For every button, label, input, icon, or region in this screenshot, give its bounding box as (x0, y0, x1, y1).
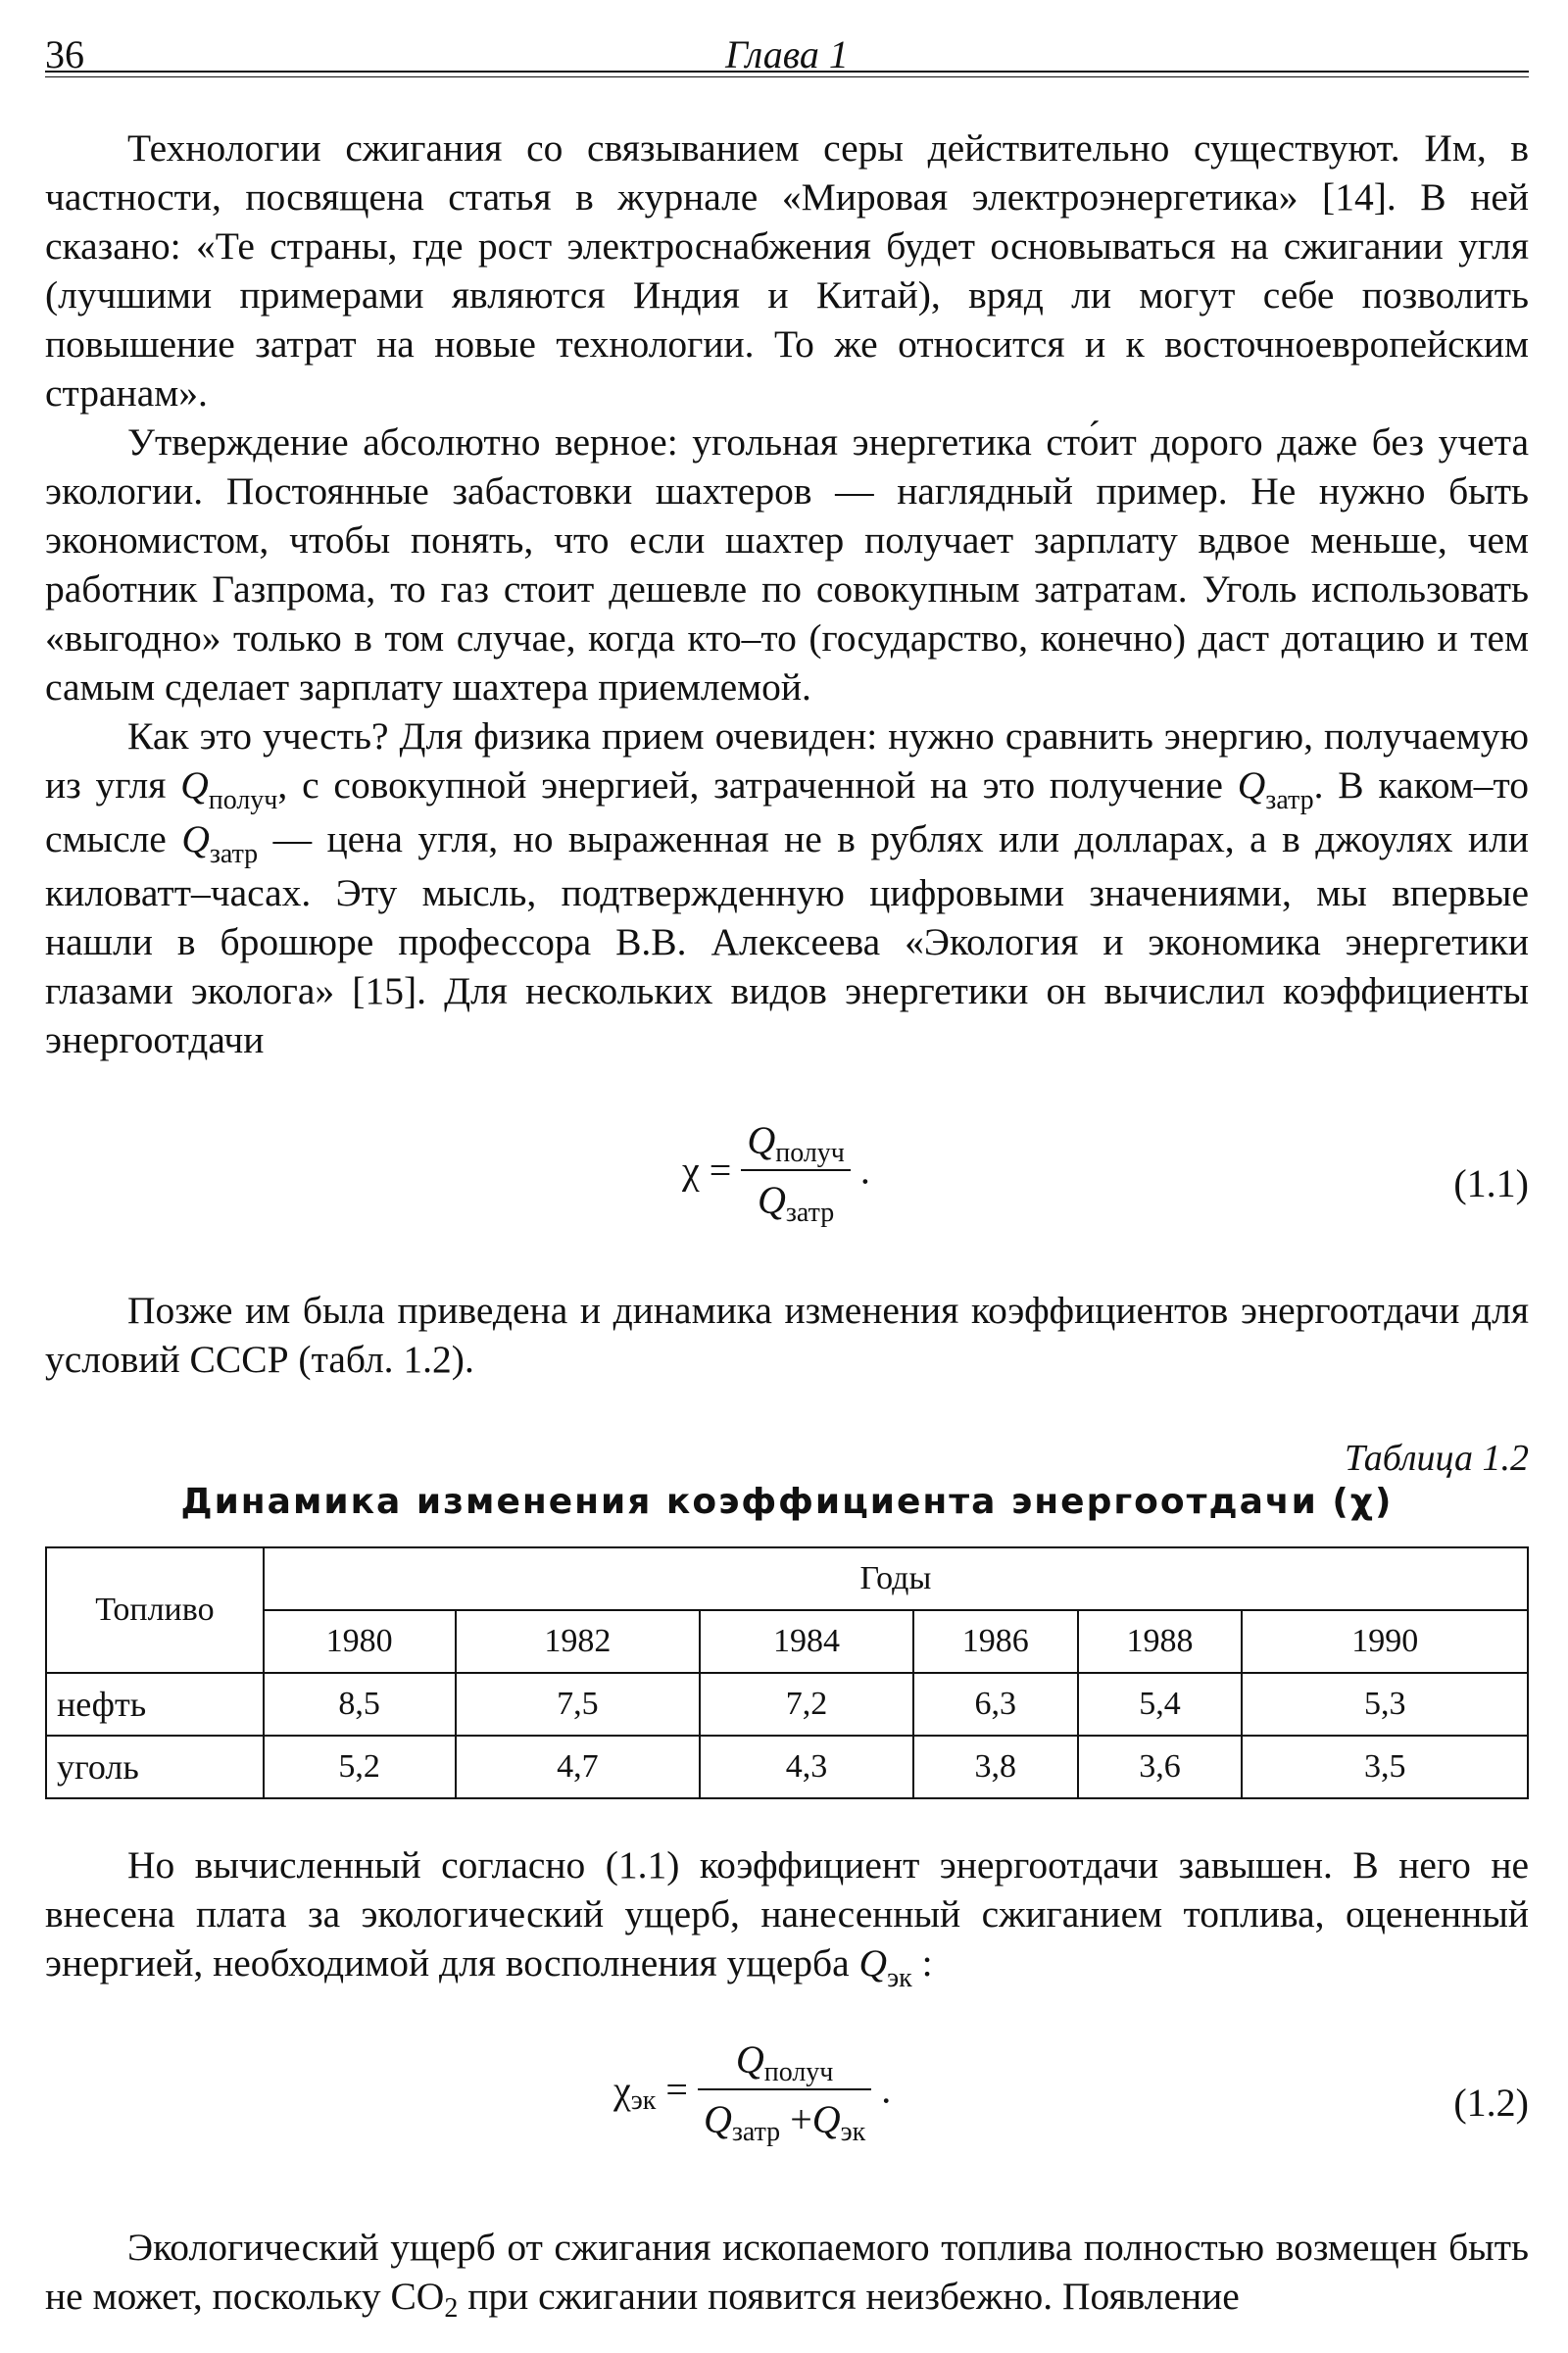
value-cell: 3,8 (913, 1736, 1078, 1798)
header-rule (45, 71, 1529, 73)
value-cell: 3,6 (1078, 1736, 1243, 1798)
table-row (46, 1673, 1528, 1736)
equation-1-2: χэк = $\frac{Q_{получ}}{Q_{затр} +Q_{эк}}$ . (1.2) (613, 2037, 1529, 2147)
equation-1-1: χ = $\frac{Q_{получ}}{Q_{затр}}$ . (1.1) (682, 1118, 1529, 1228)
value-cell: 4,3 (700, 1736, 913, 1798)
text-block-4 (45, 2223, 1529, 2326)
value-cell: 5,4 (1078, 1673, 1243, 1736)
year-cell: 1986 (913, 1610, 1078, 1673)
paragraph-1: Технологии сжигания со связыванием серы действительно существуют. Им, в частности, посвящена статья в журнале «Мировая электроэнергетика» [14]. В ней сказано: «Те страны, где рост электроснабжения будет основываться на сжигании угля (лучшими примерами являются Индия и Китай), вряд ли могут себе позволить повышение затрат на новые технологии. То же относится и к восточноевропейским странам». (45, 126, 1529, 415)
q-zatr-symbol-2: $Q_{затр}$ (181, 817, 259, 869)
q-ek-symbol: $Q_{эк}$ (858, 1941, 912, 1993)
text-block-1 (45, 123, 1529, 1064)
coefficient-table (45, 1546, 1529, 1799)
fraction: $\frac{Q_{получ}}{Q_{затр}}$ (741, 1117, 851, 1223)
year-cell: 1988 (1078, 1610, 1243, 1673)
fuel-header: Топливо (46, 1547, 264, 1673)
value-cell: 5,2 (264, 1736, 456, 1798)
value-cell: 3,5 (1242, 1736, 1528, 1798)
header-rule-thin (45, 76, 1529, 77)
table-caption: Таблица 1.2 (1345, 1438, 1529, 1479)
equation-number: (1.1) (1453, 1161, 1529, 1205)
value-cell: 7,2 (700, 1673, 913, 1736)
paragraph-5: Но вычисленный согласно (1.1) коэффициент энергоотдачи завышен. В него не внесена плата за экологический ущерб, нанесенный сжиганием топлива, оцененный энергией, необходимой для восполнения ущерба $Q_{эк}$ : (45, 1843, 1529, 1993)
year-cell: 1984 (700, 1610, 913, 1673)
year-cell: 1980 (264, 1610, 456, 1673)
year-cell: 1982 (456, 1610, 701, 1673)
paragraph-4: Позже им была приведена и динамика изменения коэффициентов энергоотдачи для условий СССР (табл. 1.2). (45, 1289, 1529, 1381)
value-cell: 8,5 (264, 1673, 456, 1736)
table-row (46, 1736, 1528, 1798)
row-label: нефть (46, 1673, 264, 1736)
value-cell: 5,3 (1242, 1673, 1528, 1736)
text-block-2 (45, 1286, 1529, 1384)
value-cell: 6,3 (913, 1673, 1078, 1736)
equation-number: (1.2) (1453, 2081, 1529, 2125)
fraction: $\frac{Q_{получ}}{Q_{затр} +Q_{эк}}$ (698, 2036, 871, 2142)
page-number: 36 (45, 32, 84, 76)
table-title: Динамика изменения коэффициента энергоотдачи (χ) (180, 1482, 1394, 1522)
value-cell: 4,7 (456, 1736, 701, 1798)
chapter-title: Глава 1 (725, 32, 849, 76)
year-cell: 1990 (1242, 1610, 1528, 1673)
paragraph-6: Экологический ущерб от сжигания ископаемого топлива полностью возмещен быть не может, поскольку $CO_2$ при сжигании появится неизбежно. Появление (45, 2226, 1529, 2324)
years-header: Годы (264, 1547, 1528, 1610)
q-poluch-symbol: $Q_{получ}$ (180, 763, 278, 815)
text-block-3 (45, 1840, 1529, 1992)
chi-ek-symbol: χэк (613, 2067, 657, 2116)
paragraph-2: Утверждение абсолютно верное: угольная энергетика сто́ит дорого даже без учета экологии. Постоянные забастовки шахтеров — наглядный пример. Не нужно быть экономистом, чтобы понять, что если шахтер получает зарплату вдвое меньше, чем работник Газпрома, то газ стоит дешевле по совокупным затратам. Уголь использовать «выгодно» только в том случае, когда кто–то (государство, конечно) даст дотацию и тем самым сделает зарплату шахтера приемлемой. (45, 420, 1529, 709)
value-cell: 7,5 (456, 1673, 701, 1736)
chi-symbol: χ (682, 1148, 700, 1193)
row-label: уголь (46, 1736, 264, 1798)
running-header (45, 27, 1529, 76)
q-zatr-symbol: $Q_{затр}$ (1237, 763, 1314, 815)
paragraph-3: Как это учесть? Для физика прием очевиден: нужно сравнить энергию, получаемую из угля $Q_{получ}$, с совокупной энергией, затраченной на это получение $Q_{затр}$. В каком–то смысле $Q_{затр}$ — цена угля, но выраженная не в рублях или долларах, а в джоулях или киловатт–часах. Эту мысль, подтвержденную цифровыми значениями, мы впервые нашли в брошюре профессора В.В. Алексеева «Экология и экономика энергетики глазами эколога» [15]. Для нескольких видов энергетики он вычислил коэффициенты энергоотдачи (45, 714, 1529, 1061)
